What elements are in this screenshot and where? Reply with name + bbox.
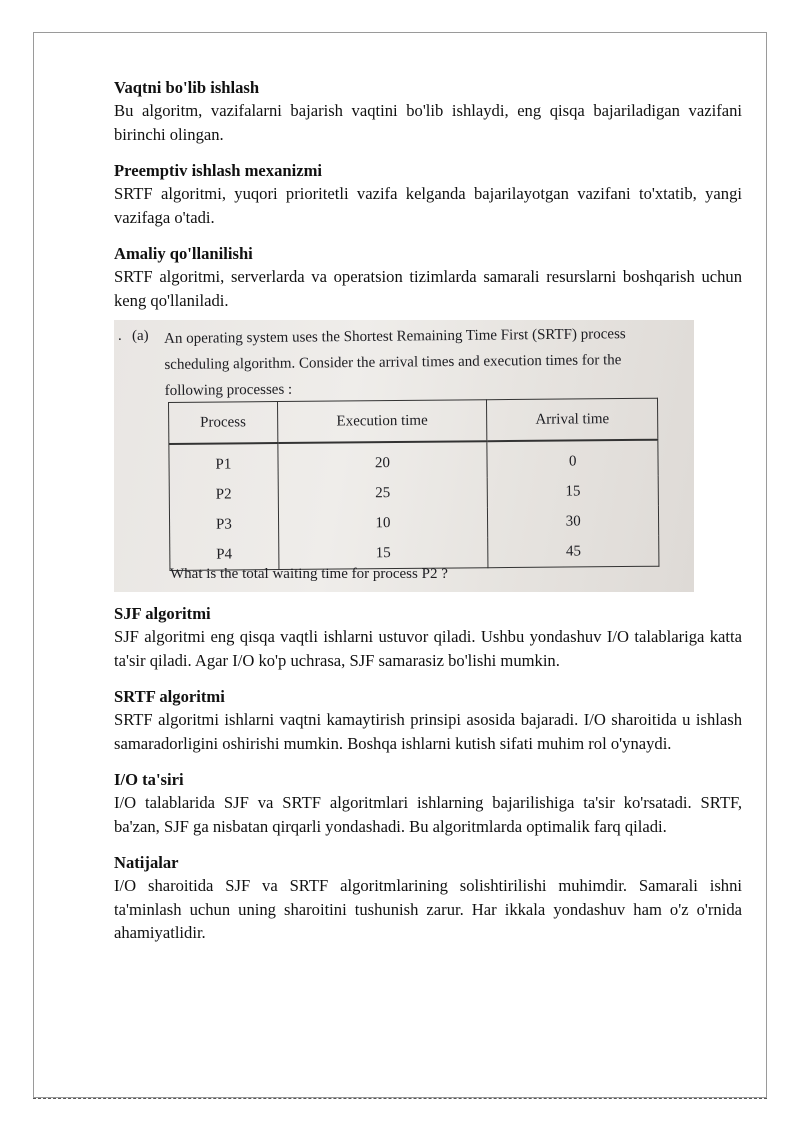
page-bottom-rule: [33, 1098, 767, 1099]
section-io-tasiri: [114, 768, 742, 838]
section-vaqtni-bolib: [114, 76, 742, 146]
table-row: [169, 476, 658, 510]
section-text: SRTF algoritmi, yuqori prioritetli vazifa kelganda bajarilayotgan vazifani to'xtatib, yangi vazifaga o'tadi.: [114, 184, 742, 227]
section-natijalar: [114, 851, 742, 945]
column-header: Execution time: [277, 400, 487, 443]
column-header: Arrival time: [487, 398, 658, 441]
question-number: (a): [132, 328, 149, 344]
cell-arrival: 15: [487, 476, 658, 507]
cell-process: P3: [169, 509, 278, 540]
column-header: Process: [169, 402, 278, 444]
section-amaliy: [114, 242, 742, 312]
cell-arrival: 45: [488, 536, 659, 568]
section-preemptiv: [114, 159, 742, 229]
cell-execution: 10: [278, 507, 488, 539]
cell-process: P2: [169, 479, 278, 510]
question-text: An operating system uses the Shortest Remaining Time First (SRTF) process scheduling algorithm. Consider the arrival times and execution times for the following processes :: [164, 326, 626, 399]
section-heading: Natijalar: [114, 853, 179, 872]
table-row: [169, 506, 658, 540]
section-srtf: [114, 685, 742, 755]
cell-arrival: 0: [487, 440, 658, 477]
section-heading: SRTF algoritmi: [114, 687, 225, 706]
section-heading: SJF algoritmi: [114, 604, 211, 623]
cell-process: P1: [169, 443, 278, 480]
section-text: SRTF algoritmi ishlarni vaqtni kamaytirish prinsipi asosida bajaradi. I/O sharoitida u ishlash samaradorligini oshirishi mumkin. Boshqa ishlarni kutish sifati muhim rol o'ynaydi.: [114, 710, 742, 753]
section-heading: I/O ta'siri: [114, 770, 184, 789]
process-table: [168, 398, 659, 571]
table-row: [169, 440, 658, 480]
cell-execution: 20: [277, 441, 487, 479]
section-text: I/O sharoitida SJF va SRTF algoritmlarining solishtirilishi muhimdir. Samarali ishni ta'minlash uchun uning sharoitini tushunish zarur. Har ikkala yondashuv ham o'z o'rnida ahamiyatlidir.: [114, 876, 742, 942]
section-heading: Preemptiv ishlash mexanizmi: [114, 161, 323, 180]
section-text: I/O talablarida SJF va SRTF algoritmlari ishlarning bajarilishiga ta'sir ko'rsatadi. SRTF, ba'zan, SJF ga nisbatan qirqarli yondashadi. Bu algoritmlarda optimalik farq qiladi.: [114, 793, 742, 836]
cell-arrival: 30: [488, 506, 659, 537]
page-content: [114, 76, 742, 945]
cell-execution: 25: [278, 477, 488, 509]
srtf-question-photo: [114, 320, 694, 592]
section-text: SRTF algoritmi, serverlarda va operatsion tizimlarda samarali resurslarni boshqarish uchun keng qo'llaniladi.: [114, 267, 742, 310]
section-text: SJF algoritmi eng qisqa vaqtli ishlarni ustuvor qiladi. Ushbu yondashuv I/O talablariga katta ta'sir qiladi. Agar I/O ko'p uchrasa, SJF samarasiz bo'lishi mumkin.: [114, 627, 742, 670]
section-heading: Amaliy qo'llanilishi: [114, 244, 253, 263]
section-heading: Vaqtni bo'lib ishlash: [114, 78, 260, 97]
table-header-row: [169, 398, 658, 444]
cell-execution: 15: [278, 537, 488, 569]
question-footer: What is the total waiting time for process P2 ?: [170, 566, 448, 582]
section-text: Bu algoritm, vazifalarni bajarish vaqtini bo'lib ishlaydi, eng qisqa bajariladigan vazifani birinchi olingan.: [114, 101, 742, 144]
question-mark: .: [118, 328, 122, 344]
section-sjf: [114, 602, 742, 672]
cell-process: P4: [170, 539, 279, 570]
